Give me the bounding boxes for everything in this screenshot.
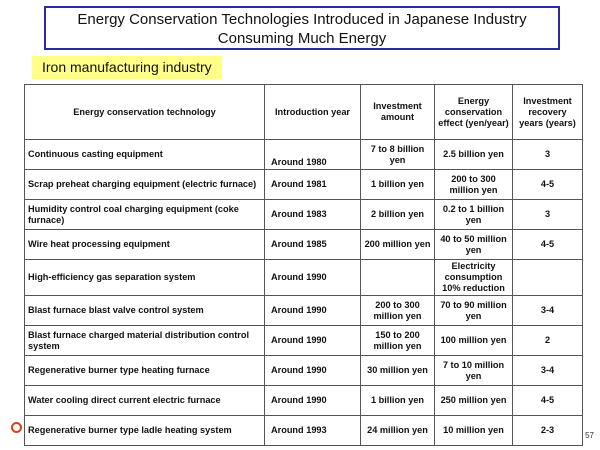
header-technology: Energy conservation technology [25, 85, 265, 140]
header-effect: Energy conservation effect (yen/year) [435, 85, 513, 140]
cell-technology: Regenerative burner type ladle heating system [25, 416, 265, 446]
page-number: 57 [585, 431, 594, 440]
cell-effect: 250 million yen [435, 386, 513, 416]
cell-recovery: 4-5 [513, 230, 583, 260]
cell-recovery: 2-3 [513, 416, 583, 446]
cell-investment: 1 billion yen [361, 386, 435, 416]
cell-investment [361, 260, 435, 296]
table-header-row [25, 85, 583, 140]
cell-year: Around 1990 [265, 386, 361, 416]
table-row [25, 170, 583, 200]
cell-recovery: 3-4 [513, 296, 583, 326]
cell-recovery: 3 [513, 200, 583, 230]
cell-effect: 2.5 billion yen [435, 140, 513, 170]
cell-recovery: 4-5 [513, 170, 583, 200]
cell-recovery: 3 [513, 140, 583, 170]
cell-year: Around 1990 [265, 260, 361, 296]
cell-year: Around 1985 [265, 230, 361, 260]
table-row [25, 140, 583, 170]
cell-investment: 7 to 8 billion yen [361, 140, 435, 170]
table-row [25, 326, 583, 356]
cell-year: Around 1990 [265, 296, 361, 326]
slide-title [44, 6, 560, 50]
section-subtitle: Iron manufacturing industry [32, 56, 222, 79]
title-line-1: Energy Conservation Technologies Introduced in Japanese Industry [77, 11, 527, 28]
cell-recovery: 4-5 [513, 386, 583, 416]
cell-investment: 24 million yen [361, 416, 435, 446]
table-row [25, 230, 583, 260]
cell-effect: 200 to 300 million yen [435, 170, 513, 200]
cell-year: Around 1983 [265, 200, 361, 230]
cell-technology: High-efficiency gas separation system [25, 260, 265, 296]
header-investment: Investment amount [361, 85, 435, 140]
cell-investment: 2 billion yen [361, 200, 435, 230]
logo-icon [11, 422, 22, 433]
title-line-2: Consuming Much Energy [217, 30, 387, 47]
table-row [25, 296, 583, 326]
cell-technology: Humidity control coal charging equipment (coke furnace) [25, 200, 265, 230]
cell-recovery: 2 [513, 326, 583, 356]
table-row [25, 200, 583, 230]
table-row [25, 356, 583, 386]
cell-investment: 200 million yen [361, 230, 435, 260]
cell-effect: 70 to 90 million yen [435, 296, 513, 326]
cell-recovery [513, 260, 583, 296]
cell-investment: 1 billion yen [361, 170, 435, 200]
cell-investment: 200 to 300 million yen [361, 296, 435, 326]
header-recovery: Investment recovery years (years) [513, 85, 583, 140]
cell-technology: Blast furnace charged material distribution control system [25, 326, 265, 356]
cell-year: Around 1981 [265, 170, 361, 200]
table-row [25, 416, 583, 446]
table-row [25, 386, 583, 416]
cell-effect: 40 to 50 million yen [435, 230, 513, 260]
cell-investment: 30 million yen [361, 356, 435, 386]
cell-technology: Wire heat processing equipment [25, 230, 265, 260]
cell-year: Around 1980 [265, 140, 361, 170]
cell-recovery: 3-4 [513, 356, 583, 386]
cell-year: Around 1990 [265, 356, 361, 386]
cell-investment: 150 to 200 million yen [361, 326, 435, 356]
cell-effect: 10 million yen [435, 416, 513, 446]
cell-technology: Water cooling direct current electric furnace [25, 386, 265, 416]
cell-effect: Electricity consumption 10% reduction [435, 260, 513, 296]
header-year: Introduction year [265, 85, 361, 140]
technology-table [24, 84, 583, 446]
cell-effect: 0.2 to 1 billion yen [435, 200, 513, 230]
cell-technology: Blast furnace blast valve control system [25, 296, 265, 326]
table-row [25, 260, 583, 296]
cell-year: Around 1990 [265, 326, 361, 356]
cell-technology: Continuous casting equipment [25, 140, 265, 170]
cell-effect: 7 to 10 million yen [435, 356, 513, 386]
cell-year: Around 1993 [265, 416, 361, 446]
cell-technology: Regenerative burner type heating furnace [25, 356, 265, 386]
cell-technology: Scrap preheat charging equipment (electric furnace) [25, 170, 265, 200]
cell-effect: 100 million yen [435, 326, 513, 356]
